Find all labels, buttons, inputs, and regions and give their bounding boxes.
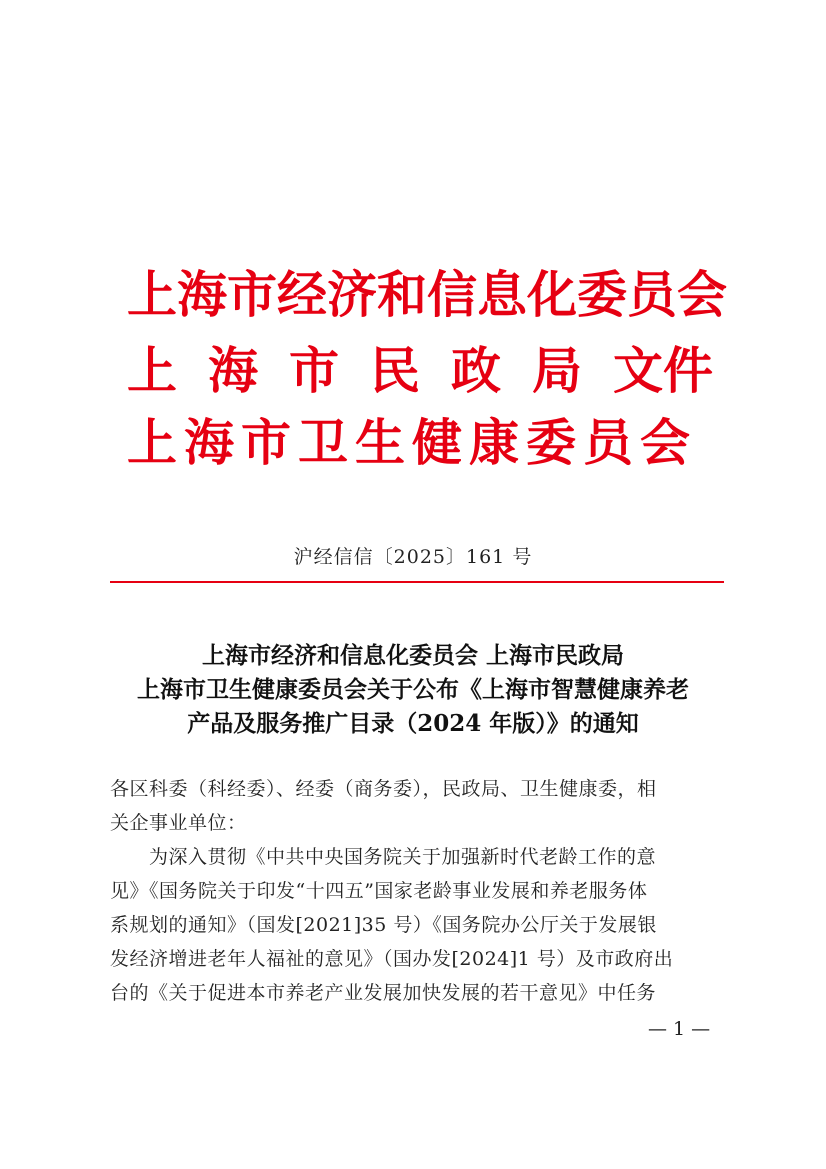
issuer-line-2-char: 局 [532,341,582,400]
paragraph-line: 见》《国务院关于印发“十四五”国家老龄事业发展和养老服务体 [110,880,648,902]
issuer-line-2-char: 上 [127,341,177,400]
issuer-line-2-char: 民 [370,341,420,400]
issuer-line-3: 上海市卫生健康委员会 [127,413,697,472]
issuer-line-2-char: 海 [208,341,258,400]
salutation-line: 关企事业单位： [110,812,247,834]
paragraph-line: 为深入贯彻《中共中央国务院关于加强新时代老龄工作的意 [110,846,657,868]
issuer-line-2-char: 政 [451,341,501,400]
page-number: — 1 — [648,1018,711,1040]
title-line-2: 上海市卫生健康委员会关于公布《上海市智慧健康养老 [137,676,689,703]
red-divider-line [110,581,724,583]
issuer-line-1: 上海市经济和信息化委员会 [127,265,727,324]
issuer-line-2 [127,341,713,400]
paragraph-line: 台的《关于促进本市养老产业发展加快发展的若干意见》中任务 [110,982,657,1004]
salutation-line: 各区科委（科经委）、经委（商务委），民政局、卫生健康委，相 [110,778,657,800]
title-line-3: 产品及服务推广目录（2024 年版）》的通知 [187,710,639,737]
paragraph-line: 发经济增进老年人福祉的意见》（国办发[2024]1 号）及市政府出 [110,948,674,970]
issuer-line-2-char: 市 [289,341,339,400]
body-paragraph [110,840,722,1010]
document-number: 沪经信信〔2025〕161 号 [293,546,533,568]
issuer-line-2-suffix: 文件 [613,341,713,400]
salutation [110,772,722,840]
title-line-1: 上海市经济和信息化委员会 上海市民政局 [201,642,624,669]
paragraph-line: 系规划的通知》（国发[2021]35 号）《国务院办公厅关于发展银 [110,914,657,936]
